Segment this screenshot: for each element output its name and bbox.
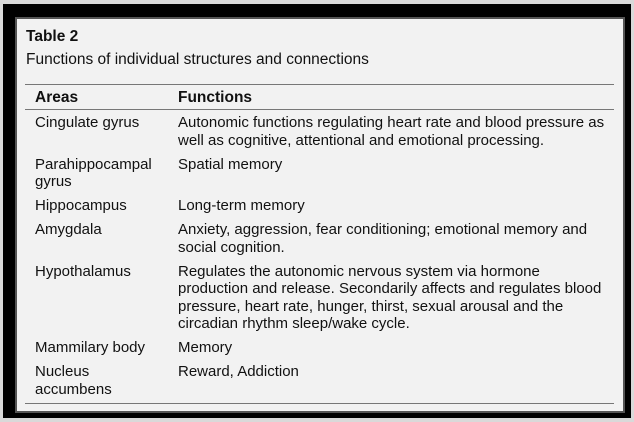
table-row xyxy=(17,114,623,149)
function-cell: Reward, Addiction xyxy=(178,363,299,380)
table-bottom-rule xyxy=(25,403,614,404)
function-cell: Long-term memory xyxy=(178,197,305,214)
function-cell: Anxiety, aggression, fear conditioning; emotional memory and social cognition. xyxy=(178,221,588,256)
area-cell: Cingulate gyrus xyxy=(35,114,140,131)
table-row xyxy=(17,197,623,215)
table-row xyxy=(17,263,623,333)
area-cell xyxy=(17,156,178,191)
area-cell: Hypothalamus xyxy=(35,262,131,280)
function-cell: Memory xyxy=(178,339,233,356)
area-cell-text: Parahippocampal gyrus xyxy=(35,155,152,190)
table-row xyxy=(17,156,623,191)
area-cell: Mammilary body xyxy=(35,339,146,356)
table-top-rule xyxy=(25,84,614,85)
area-cell xyxy=(17,363,178,398)
function-cell: Autonomic functions regulating heart rate and blood pressure as well as cognitive, attentional and emotional processing. xyxy=(178,114,605,149)
function-cell: Regulates the autonomic nervous system via hormone production and release. Secondarily affects and regulates blood pressure, heart rate, hunger, thirst, sexual arousal and the circadian rhythm sleep/wake cycle. xyxy=(178,262,602,332)
area-cell: Amygdala xyxy=(35,221,102,238)
table-row xyxy=(17,363,623,398)
table-header-rule xyxy=(25,109,614,110)
header-functions: Functions xyxy=(178,89,253,106)
table-body xyxy=(17,114,623,405)
area-cell: Hippocampus xyxy=(35,197,127,214)
table-frame xyxy=(3,4,631,418)
header-areas: Areas xyxy=(35,89,79,106)
table-title: Table 2 xyxy=(26,28,79,45)
area-cell-text: Nucleus accumbens xyxy=(35,363,112,398)
function-cell: Spatial memory xyxy=(178,155,283,173)
table-box xyxy=(15,17,625,413)
table-row xyxy=(17,339,623,357)
table-caption: Functions of individual structures and connections xyxy=(26,51,369,68)
table-row xyxy=(17,221,623,256)
